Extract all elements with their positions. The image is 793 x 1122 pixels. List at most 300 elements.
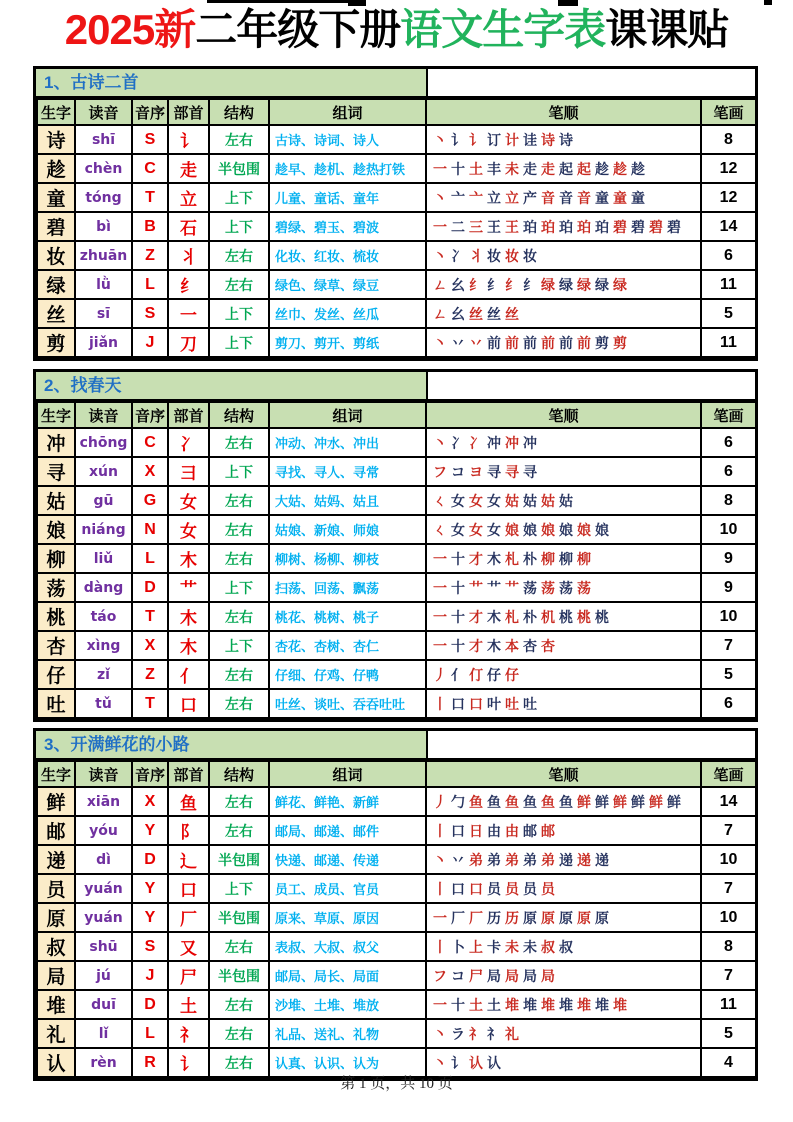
stroke-step: 丷 bbox=[451, 334, 465, 351]
table-row bbox=[37, 1019, 756, 1048]
cell-initial: B bbox=[132, 212, 168, 241]
stroke-step: 本 bbox=[505, 637, 519, 654]
cell-words: 寻找、寻人、寻常 bbox=[269, 457, 426, 486]
cell-structure: 左右 bbox=[209, 689, 269, 718]
table-row bbox=[37, 903, 756, 932]
stroke-step: 弟 bbox=[487, 851, 501, 868]
table-row bbox=[37, 515, 756, 544]
stroke-step: 仔 bbox=[487, 666, 501, 683]
cell-pinyin: tǔ bbox=[75, 689, 132, 718]
cell-stroke-order bbox=[426, 573, 701, 602]
stroke-step: 丝 bbox=[505, 305, 519, 322]
stroke-step: 趁 bbox=[631, 160, 645, 177]
col-header-stroke-count: 笔画 bbox=[701, 99, 756, 125]
stroke-step: 口 bbox=[451, 695, 465, 712]
stroke-step: 十 bbox=[451, 996, 465, 1013]
stroke-step: 口 bbox=[469, 695, 483, 712]
stroke-step: 木 bbox=[487, 637, 501, 654]
stroke-step: 柳 bbox=[577, 550, 591, 567]
cell-stroke-order bbox=[426, 787, 701, 816]
stroke-step: 剪 bbox=[595, 334, 609, 351]
stroke-step: 三 bbox=[469, 218, 483, 235]
stroke-step: 碧 bbox=[649, 218, 663, 235]
stroke-step: 珀 bbox=[523, 218, 537, 235]
cell-char: 递 bbox=[37, 845, 75, 874]
stroke-step: 姑 bbox=[505, 492, 519, 509]
cell-stroke-count: 8 bbox=[701, 125, 756, 154]
cell-char: 寻 bbox=[37, 457, 75, 486]
stroke-step: フ bbox=[433, 463, 447, 480]
stroke-step: 木 bbox=[487, 608, 501, 625]
stroke-step: 亻 bbox=[451, 666, 465, 683]
stroke-step: 妆 bbox=[505, 247, 519, 264]
cell-char: 姑 bbox=[37, 486, 75, 515]
cell-initial: L bbox=[132, 544, 168, 573]
col-header-initial: 音序 bbox=[132, 402, 168, 428]
cell-initial: Y bbox=[132, 874, 168, 903]
cell-char: 碧 bbox=[37, 212, 75, 241]
stroke-step: 递 bbox=[559, 851, 573, 868]
stroke-step: 弟 bbox=[469, 851, 483, 868]
cell-structure: 左右 bbox=[209, 270, 269, 299]
stroke-step: 丝 bbox=[469, 305, 483, 322]
cell-pinyin: sī bbox=[75, 299, 132, 328]
cell-structure: 左右 bbox=[209, 660, 269, 689]
cell-stroke-order bbox=[426, 874, 701, 903]
cell-stroke-order bbox=[426, 845, 701, 874]
cell-stroke-count: 11 bbox=[701, 328, 756, 357]
col-header-stroke-order: 笔顺 bbox=[426, 402, 701, 428]
cell-structure: 左右 bbox=[209, 241, 269, 270]
col-header-char: 生字 bbox=[37, 761, 75, 787]
stroke-step: 寻 bbox=[523, 463, 537, 480]
cell-radical: 木 bbox=[168, 544, 209, 573]
cell-stroke-count: 11 bbox=[701, 990, 756, 1019]
table-row bbox=[37, 212, 756, 241]
cell-pinyin: rèn bbox=[75, 1048, 132, 1077]
stroke-step: 原 bbox=[595, 909, 609, 926]
cell-stroke-order bbox=[426, 990, 701, 1019]
cell-pinyin: yóu bbox=[75, 816, 132, 845]
stroke-step: 柳 bbox=[541, 550, 555, 567]
cell-pinyin: tóng bbox=[75, 183, 132, 212]
table-row bbox=[37, 183, 756, 212]
stroke-step: 纟 bbox=[487, 276, 501, 293]
stroke-step: 原 bbox=[577, 909, 591, 926]
stroke-step: 产 bbox=[523, 189, 537, 206]
table-row bbox=[37, 428, 756, 457]
cell-initial: T bbox=[132, 689, 168, 718]
stroke-step: 堆 bbox=[595, 996, 609, 1013]
stroke-step: 一 bbox=[433, 160, 447, 177]
stroke-step: 绿 bbox=[613, 276, 627, 293]
stroke-step: 礼 bbox=[505, 1025, 519, 1042]
table-row bbox=[37, 961, 756, 990]
stroke-step: 丶 bbox=[433, 1025, 447, 1042]
cell-stroke-count: 14 bbox=[701, 787, 756, 816]
stroke-step: 姑 bbox=[523, 492, 537, 509]
stroke-step: 弟 bbox=[541, 851, 555, 868]
cell-initial: T bbox=[132, 183, 168, 212]
stroke-step: 妆 bbox=[487, 247, 501, 264]
cell-radical: 又 bbox=[168, 932, 209, 961]
stroke-step: 递 bbox=[595, 851, 609, 868]
cell-structure: 左右 bbox=[209, 1048, 269, 1077]
cell-stroke-count: 7 bbox=[701, 631, 756, 660]
stroke-step: 口 bbox=[451, 880, 465, 897]
stroke-step: 丿 bbox=[433, 666, 447, 683]
lesson-3-grid bbox=[36, 760, 757, 1078]
stroke-step: 珀 bbox=[577, 218, 591, 235]
stroke-step: 童 bbox=[631, 189, 645, 206]
cell-stroke-order bbox=[426, 154, 701, 183]
stroke-step: 丨 bbox=[433, 880, 447, 897]
cell-structure: 半包围 bbox=[209, 154, 269, 183]
cell-pinyin: shū bbox=[75, 932, 132, 961]
stroke-step: 鲜 bbox=[613, 793, 627, 810]
stroke-step: 丷 bbox=[469, 334, 483, 351]
stroke-step: 丨 bbox=[433, 695, 447, 712]
table-row bbox=[37, 270, 756, 299]
stroke-step: 历 bbox=[505, 909, 519, 926]
stroke-step: 鲜 bbox=[595, 793, 609, 810]
cell-char: 员 bbox=[37, 874, 75, 903]
stroke-step: 一 bbox=[433, 909, 447, 926]
stroke-step: 未 bbox=[523, 938, 537, 955]
stroke-step: 丶 bbox=[433, 334, 447, 351]
stroke-step: 前 bbox=[505, 334, 519, 351]
stroke-step: 荡 bbox=[577, 579, 591, 596]
stroke-step: 叔 bbox=[541, 938, 555, 955]
stroke-step: 娘 bbox=[595, 521, 609, 538]
cell-char: 荡 bbox=[37, 573, 75, 602]
cell-structure: 上下 bbox=[209, 299, 269, 328]
stroke-step: フ bbox=[433, 967, 447, 984]
cell-structure: 上下 bbox=[209, 328, 269, 357]
cell-stroke-order bbox=[426, 689, 701, 718]
stroke-step: 鱼 bbox=[505, 793, 519, 810]
cell-initial: R bbox=[132, 1048, 168, 1077]
table-row bbox=[37, 486, 756, 515]
lesson-table-2 bbox=[33, 369, 758, 722]
stroke-step: ㄥ bbox=[433, 305, 447, 322]
stroke-step: 绿 bbox=[577, 276, 591, 293]
stroke-step: 诖 bbox=[523, 131, 537, 148]
col-header-initial: 音序 bbox=[132, 761, 168, 787]
cell-radical: 丬 bbox=[168, 241, 209, 270]
cell-radical: 冫 bbox=[168, 428, 209, 457]
stroke-step: 卡 bbox=[487, 938, 501, 955]
cell-pinyin: jú bbox=[75, 961, 132, 990]
cell-char: 绿 bbox=[37, 270, 75, 299]
stroke-step: 王 bbox=[505, 218, 519, 235]
table-row bbox=[37, 990, 756, 1019]
cell-stroke-count: 6 bbox=[701, 428, 756, 457]
cell-pinyin: lǐ bbox=[75, 1019, 132, 1048]
stroke-step: 局 bbox=[523, 967, 537, 984]
cell-words: 丝巾、发丝、丝瓜 bbox=[269, 299, 426, 328]
stroke-step: 才 bbox=[469, 637, 483, 654]
stroke-step: 二 bbox=[451, 218, 465, 235]
stroke-step: 艹 bbox=[487, 579, 501, 596]
stroke-step: 寻 bbox=[487, 463, 501, 480]
stroke-step: 前 bbox=[577, 334, 591, 351]
stroke-step: 讠 bbox=[451, 131, 465, 148]
stroke-step: 仃 bbox=[469, 666, 483, 683]
stroke-step: 丬 bbox=[469, 247, 483, 264]
table-row bbox=[37, 631, 756, 660]
cell-radical: 刀 bbox=[168, 328, 209, 357]
stroke-step: 纟 bbox=[505, 276, 519, 293]
cell-char: 堆 bbox=[37, 990, 75, 1019]
stroke-step: 前 bbox=[541, 334, 555, 351]
cell-initial: S bbox=[132, 125, 168, 154]
lesson-2-header-row bbox=[36, 372, 755, 401]
cell-radical: 亻 bbox=[168, 660, 209, 689]
cell-stroke-count: 7 bbox=[701, 961, 756, 990]
table-row bbox=[37, 660, 756, 689]
stroke-step: 厂 bbox=[451, 909, 465, 926]
stroke-step: 音 bbox=[559, 189, 573, 206]
cell-stroke-order bbox=[426, 212, 701, 241]
cell-words: 礼品、送礼、礼物 bbox=[269, 1019, 426, 1048]
cell-initial: C bbox=[132, 154, 168, 183]
stroke-step: 荡 bbox=[559, 579, 573, 596]
cell-stroke-count: 5 bbox=[701, 660, 756, 689]
stroke-step: 厂 bbox=[469, 909, 483, 926]
stroke-step: 一 bbox=[433, 608, 447, 625]
cell-structure: 左右 bbox=[209, 1019, 269, 1048]
cell-stroke-count: 5 bbox=[701, 1019, 756, 1048]
stroke-step: 娘 bbox=[523, 521, 537, 538]
cell-words: 认真、认识、认为 bbox=[269, 1048, 426, 1077]
cell-radical: 口 bbox=[168, 689, 209, 718]
cell-radical: 艹 bbox=[168, 573, 209, 602]
cell-char: 鲜 bbox=[37, 787, 75, 816]
stroke-step: 冫 bbox=[451, 434, 465, 451]
stroke-step: 鱼 bbox=[469, 793, 483, 810]
cell-initial: S bbox=[132, 932, 168, 961]
stroke-step: 堆 bbox=[541, 996, 555, 1013]
col-header-pinyin: 读音 bbox=[75, 99, 132, 125]
stroke-step: 剪 bbox=[613, 334, 627, 351]
stroke-step: 递 bbox=[577, 851, 591, 868]
lesson-1-grid bbox=[36, 98, 757, 358]
cell-stroke-order bbox=[426, 486, 701, 515]
col-header-initial: 音序 bbox=[132, 99, 168, 125]
stroke-step: 杏 bbox=[541, 637, 555, 654]
stroke-step: ㄑ bbox=[433, 492, 447, 509]
stroke-step: 堆 bbox=[577, 996, 591, 1013]
table-row bbox=[37, 845, 756, 874]
cell-words: 原来、草原、原因 bbox=[269, 903, 426, 932]
cell-char: 叔 bbox=[37, 932, 75, 961]
cell-char: 柳 bbox=[37, 544, 75, 573]
cell-stroke-order bbox=[426, 602, 701, 631]
stroke-step: 荡 bbox=[523, 579, 537, 596]
stroke-step: 趁 bbox=[613, 160, 627, 177]
stroke-step: 一 bbox=[433, 218, 447, 235]
cell-stroke-order bbox=[426, 1019, 701, 1048]
cell-char: 童 bbox=[37, 183, 75, 212]
stroke-step: ㄑ bbox=[433, 521, 447, 538]
cell-words: 鲜花、鲜艳、新鲜 bbox=[269, 787, 426, 816]
cell-words: 碧绿、碧玉、碧波 bbox=[269, 212, 426, 241]
cell-words: 冲动、冲水、冲出 bbox=[269, 428, 426, 457]
table-row bbox=[37, 932, 756, 961]
cell-pinyin: yuán bbox=[75, 874, 132, 903]
stroke-step: 杏 bbox=[523, 637, 537, 654]
stroke-step: 鲜 bbox=[577, 793, 591, 810]
cell-char: 原 bbox=[37, 903, 75, 932]
cell-structure: 左右 bbox=[209, 515, 269, 544]
stroke-step: 员 bbox=[505, 880, 519, 897]
stroke-step: 寻 bbox=[505, 463, 519, 480]
table-row bbox=[37, 874, 756, 903]
stroke-step: 才 bbox=[469, 608, 483, 625]
stroke-step: 堆 bbox=[523, 996, 537, 1013]
stroke-step: 机 bbox=[541, 608, 555, 625]
cell-words: 绿色、绿草、绿豆 bbox=[269, 270, 426, 299]
cell-char: 桃 bbox=[37, 602, 75, 631]
page-title bbox=[0, 4, 793, 56]
stroke-step: 碧 bbox=[631, 218, 645, 235]
stroke-step: 亠 bbox=[469, 189, 483, 206]
stroke-step: 十 bbox=[451, 550, 465, 567]
col-header-radical: 部首 bbox=[168, 761, 209, 787]
stroke-step: コ bbox=[451, 463, 465, 480]
stroke-step: 荡 bbox=[541, 579, 555, 596]
stroke-step: 土 bbox=[469, 996, 483, 1013]
cell-structure: 左右 bbox=[209, 787, 269, 816]
cell-structure: 左右 bbox=[209, 125, 269, 154]
stroke-step: 十 bbox=[451, 579, 465, 596]
stroke-step: 员 bbox=[523, 880, 537, 897]
stroke-step: 原 bbox=[523, 909, 537, 926]
table-row bbox=[37, 787, 756, 816]
stroke-step: 丶 bbox=[433, 247, 447, 264]
stroke-step: 礻 bbox=[487, 1025, 501, 1042]
stroke-step: 勹 bbox=[451, 793, 465, 810]
stroke-step: 未 bbox=[505, 160, 519, 177]
cell-stroke-count: 10 bbox=[701, 515, 756, 544]
stroke-step: 立 bbox=[505, 189, 519, 206]
stroke-step: 鱼 bbox=[559, 793, 573, 810]
lesson-table-1 bbox=[33, 66, 758, 361]
title-part-grade: 二年级下册 bbox=[195, 6, 401, 53]
cell-structure: 上下 bbox=[209, 457, 269, 486]
cell-words: 表叔、大叔、叔父 bbox=[269, 932, 426, 961]
stroke-step: 认 bbox=[487, 1054, 501, 1071]
cell-stroke-order bbox=[426, 328, 701, 357]
cell-radical: 彐 bbox=[168, 457, 209, 486]
cell-char: 礼 bbox=[37, 1019, 75, 1048]
cell-stroke-order bbox=[426, 631, 701, 660]
cell-pinyin: xún bbox=[75, 457, 132, 486]
cell-char: 妆 bbox=[37, 241, 75, 270]
col-header-words: 组词 bbox=[269, 99, 426, 125]
cell-stroke-order bbox=[426, 515, 701, 544]
cell-stroke-count: 9 bbox=[701, 544, 756, 573]
cell-words: 仔细、仔鸡、仔鸭 bbox=[269, 660, 426, 689]
stroke-step: 丶 bbox=[433, 131, 447, 148]
cell-pinyin: gū bbox=[75, 486, 132, 515]
cell-pinyin: yuán bbox=[75, 903, 132, 932]
cell-structure: 半包围 bbox=[209, 845, 269, 874]
stroke-step: 认 bbox=[469, 1054, 483, 1071]
cell-stroke-count: 10 bbox=[701, 903, 756, 932]
cell-radical: 走 bbox=[168, 154, 209, 183]
lesson-1-title: 1、古诗二首 bbox=[36, 69, 428, 96]
cell-pinyin: lǜ bbox=[75, 270, 132, 299]
stroke-step: 音 bbox=[541, 189, 555, 206]
stroke-step: 女 bbox=[469, 521, 483, 538]
lesson-3-title: 3、开满鲜花的小路 bbox=[36, 731, 428, 758]
cell-words: 古诗、诗词、诗人 bbox=[269, 125, 426, 154]
stroke-step: 尸 bbox=[469, 967, 483, 984]
cell-pinyin: dì bbox=[75, 845, 132, 874]
cell-words: 员工、成员、官员 bbox=[269, 874, 426, 903]
col-header-words: 组词 bbox=[269, 402, 426, 428]
col-header-radical: 部首 bbox=[168, 99, 209, 125]
stroke-step: 艹 bbox=[469, 579, 483, 596]
lesson-table-3 bbox=[33, 728, 758, 1081]
stroke-step: 堆 bbox=[559, 996, 573, 1013]
cell-char: 仔 bbox=[37, 660, 75, 689]
stroke-step: 碧 bbox=[613, 218, 627, 235]
table-row bbox=[37, 573, 756, 602]
stroke-step: 朴 bbox=[523, 550, 537, 567]
cell-stroke-count: 6 bbox=[701, 241, 756, 270]
cell-stroke-order bbox=[426, 903, 701, 932]
cell-radical: 女 bbox=[168, 515, 209, 544]
cell-radical: 女 bbox=[168, 486, 209, 515]
stroke-step: 历 bbox=[487, 909, 501, 926]
table-row bbox=[37, 457, 756, 486]
cell-initial: J bbox=[132, 328, 168, 357]
col-header-structure: 结构 bbox=[209, 99, 269, 125]
page-number: 第 1 页，共 10 页 bbox=[340, 1076, 453, 1092]
cell-initial: X bbox=[132, 631, 168, 660]
cell-initial: D bbox=[132, 990, 168, 1019]
cell-words: 柳树、杨柳、柳枝 bbox=[269, 544, 426, 573]
cell-initial: N bbox=[132, 515, 168, 544]
stroke-step: 一 bbox=[433, 996, 447, 1013]
stroke-step: 土 bbox=[487, 996, 501, 1013]
stroke-step: 幺 bbox=[451, 305, 465, 322]
stroke-step: 女 bbox=[487, 492, 501, 509]
stroke-step: 诗 bbox=[559, 131, 573, 148]
cell-stroke-count: 4 bbox=[701, 1048, 756, 1077]
cell-structure: 上下 bbox=[209, 183, 269, 212]
stroke-step: 前 bbox=[487, 334, 501, 351]
stroke-step: 姑 bbox=[541, 492, 555, 509]
cell-initial: G bbox=[132, 486, 168, 515]
stroke-step: 走 bbox=[523, 160, 537, 177]
stroke-step: 绿 bbox=[541, 276, 555, 293]
stroke-step: ㄥ bbox=[433, 276, 447, 293]
stroke-step: 前 bbox=[523, 334, 537, 351]
stroke-step: 桃 bbox=[559, 608, 573, 625]
cell-initial: S bbox=[132, 299, 168, 328]
stroke-step: 鲜 bbox=[667, 793, 681, 810]
cell-stroke-count: 12 bbox=[701, 183, 756, 212]
cell-initial: X bbox=[132, 787, 168, 816]
stroke-step: 十 bbox=[451, 637, 465, 654]
col-header-char: 生字 bbox=[37, 99, 75, 125]
stroke-step: 冲 bbox=[487, 434, 501, 451]
cell-char: 诗 bbox=[37, 125, 75, 154]
